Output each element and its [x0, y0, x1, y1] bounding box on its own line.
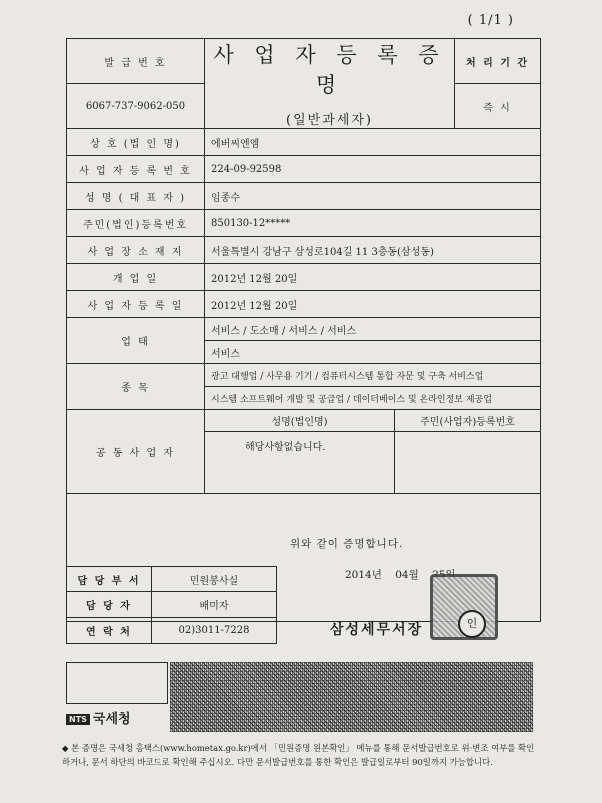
contact-table: [66, 566, 277, 644]
rep-name: 임종수: [205, 183, 541, 210]
reg-date: 2012년 12월 20일: [205, 291, 541, 318]
joint-label: 공 동 사 업 자: [67, 410, 205, 494]
nts-logo: [66, 708, 131, 727]
blank-box: [66, 662, 168, 704]
certificate-table: [66, 38, 541, 622]
title-cell: [205, 39, 455, 129]
dept-value: 민원봉사실: [152, 567, 277, 592]
phone-label: 연 락 처: [67, 618, 152, 644]
reg-no-label: 사 업 자 등 록 번 호: [67, 156, 205, 183]
reg-no: 224-09-92598: [205, 156, 541, 183]
joint-name-header: 성명(법인명): [205, 410, 395, 432]
barcode-area: [170, 662, 533, 732]
footer-notice: ◆ 본 증명은 국세청 홈택스(www.hometax.go.kr)에서 「민원증명 원본확인」 메뉴를 통해 문서발급번호로 위·변조 여부를 확인하거나, 문서 하단의 바코드로 확인해 주십시오. 다만 문서발급번호를 통한 확인은 발급일로부터 90일까지 가능합니다.: [62, 743, 535, 767]
joint-value: 해당사항없습니다.: [205, 432, 395, 494]
cert-month: 04월: [395, 569, 419, 581]
joint-id-header: 주민(사업자)등록번호: [395, 410, 541, 432]
business-type-label: 업 태: [67, 318, 205, 364]
reg-date-label: 사 업 자 등 록 일: [67, 291, 205, 318]
issuer-name: 삼성세무서장: [330, 622, 424, 638]
cert-year: 2014년: [345, 569, 382, 581]
certification-statement: 위와 같이 증명합니다.: [290, 538, 404, 550]
page-number: ( 1/1 ): [467, 13, 514, 28]
business-item-label: 종 목: [67, 364, 205, 410]
business-type-line: 서비스 / 도소매 / 서비스 / 서비스: [205, 318, 541, 341]
dept-label: 담 당 부 서: [67, 567, 152, 592]
person-value: 배미자: [152, 592, 277, 618]
company-name: 에버씨엔엠: [205, 129, 541, 156]
document-subtitle: (일반과세자): [286, 113, 373, 128]
address: 서울특별시 강남구 삼성로104길 11 3층동(삼성동): [205, 237, 541, 264]
nts-mark: NTS: [66, 714, 90, 725]
open-date: 2012년 12월 20일: [205, 264, 541, 291]
open-date-label: 개 업 일: [67, 264, 205, 291]
company-name-label: 상 호 (법 인 명): [67, 129, 205, 156]
nts-logo-text: 국세청: [92, 712, 131, 727]
phone-value: 02)3011-7228: [152, 618, 277, 644]
issue-no: 6067-737-9062-050: [67, 84, 205, 129]
seal-mark: 인: [458, 610, 486, 638]
resident-no: 850130-12*****: [205, 210, 541, 237]
issue-no-label: 발 급 번 호: [67, 39, 205, 84]
rep-name-label: 성 명 ( 대 표 자 ): [67, 183, 205, 210]
business-type-line: 서비스: [205, 341, 541, 364]
business-item-line: 광고 대행업 / 사무용 기기 / 컴퓨터시스템 통합 자문 및 구축 서비스업: [205, 364, 541, 387]
business-item-line: 시스템 소프트웨어 개발 및 공급업 / 데이터베이스 및 온라인정보 제공업: [205, 387, 541, 410]
resident-no-label: 주민(법인)등록번호: [67, 210, 205, 237]
processing-value: 즉 시: [455, 84, 541, 129]
processing-label: 처 리 기 간: [455, 39, 541, 84]
joint-id-value: [395, 432, 541, 494]
address-label: 사 업 장 소 재 지: [67, 237, 205, 264]
document-title: 사 업 자 등 록 증 명: [213, 43, 446, 97]
person-label: 담 당 자: [67, 592, 152, 618]
